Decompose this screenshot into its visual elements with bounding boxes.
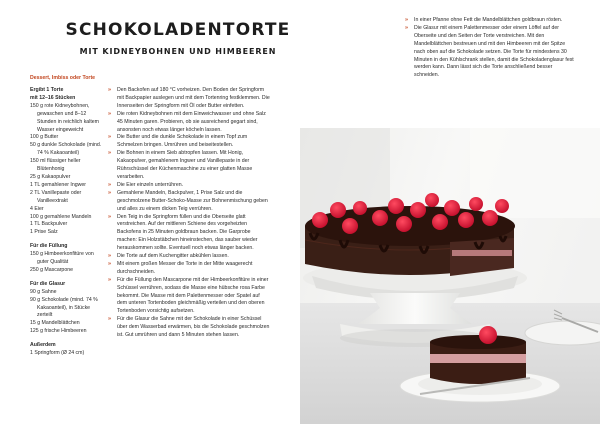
method-step-text: Für die Glasur die Sahne mit der Schokolade in einer Schüssel über dem Wasserbad erwärmen, bis die Schokolade geschmolzen ist. Gut umrühren und dann 5 Minuten stehen lassen.	[117, 316, 270, 339]
method-step-text: Die roten Kidneybohnen mit dem Einweichwasser und ohne Salz 45 Minuten garen. Probieren, ob sie ausreichend gegart sind, ansonsten noch etwas länger köcheln lassen.	[117, 110, 266, 133]
method-step	[108, 190, 270, 214]
method-step-text: In einer Pfanne ohne Fett die Mandelblättchen goldbraun rösten.	[414, 17, 563, 23]
method-step	[405, 17, 577, 25]
method-step	[108, 182, 270, 190]
method-step-text: Mit einem großen Messer die Torte in der Mitte waagerecht durchschneiden.	[117, 260, 253, 275]
ingredient-group-title: Außerdem	[30, 342, 56, 349]
arrow-right-icon: »	[108, 316, 111, 323]
arrow-right-icon: »	[108, 134, 111, 141]
ingredient-item: 100 g Butter	[30, 134, 59, 141]
ingredient-group-title: Für die Glasur	[30, 280, 66, 287]
method-step	[108, 134, 270, 150]
method-step-text: Die Glasur mit einem Palettenmesser oder einem Löffel auf der Oberseite und den Seiten der Torte verstreichen. Mit den Mandelblättchen bestreuen und mit den Himbeeren mit der Spitze nach oben auf die Schokolade setzen. Die Torte für mindestens 30 Minuten in den Kühlschrank stellen, damit die Schokoladenglasur fest werden kann. Dann lässt sich die Torte anschließend besser schneiden.	[414, 24, 574, 79]
method-step-text: Den Backofen auf 180 °C vorheizen. Den Boden der Springform mit Backpapier auslegen und mit dem Tortenring festklemmen. Die Innenseiten der Springform mit Öl oder Butter einfetten.	[117, 87, 270, 109]
ingredient-item: 250 g Mascarpone	[30, 266, 73, 273]
ingredient-item: 1 TL gemahlener Ingwer	[30, 181, 86, 188]
ingredient-item: 15 g Mandelblättchen	[30, 320, 80, 327]
method-steps-right	[405, 17, 577, 80]
arrow-right-icon: »	[108, 150, 111, 157]
ingredient-item: 150 g Himbeerkonfitüre von guter Qualität	[30, 251, 94, 266]
method-step	[108, 277, 270, 317]
arrow-right-icon: »	[405, 17, 408, 23]
recipe-title: SCHOKOLADENTORTE	[65, 20, 291, 40]
method-step	[108, 316, 270, 340]
recipe-category: Dessert, Imbiss oder Torte	[30, 75, 96, 81]
ingredient-item: 90 g Sahne	[30, 288, 57, 295]
recipe-subtitle: MIT KIDNEYBOHNEN UND HIMBEEREN	[79, 47, 277, 56]
method-step-text: Den Teig in die Springform füllen und die Oberseite glatt verstreichen. Auf der mittleren Schiene des vorgeheizten Backofens in 25 Minuten goldbraun backen. Die Garprobe machen: Ein Holzstäbchen hineinstechen, das sauber wieder herauskommen sollte. Eventuell noch etwas länger backen.	[117, 213, 258, 252]
method-step	[108, 214, 270, 254]
cake-photo	[300, 128, 600, 424]
arrow-right-icon: »	[405, 24, 408, 31]
ingredient-item: 1 TL Backpulver	[30, 221, 68, 228]
ingredients-main	[30, 103, 106, 237]
method-step-text: Die Torte auf dem Kuchengitter abkühlen lassen.	[117, 253, 229, 260]
ingredients-groups	[30, 243, 106, 358]
ingredient-item: 125 g frische Himbeeren	[30, 328, 87, 335]
ingredient-item: 1 Springform (Ø 24 cm)	[30, 350, 85, 357]
ingredients-list	[30, 87, 106, 358]
ingredient-item: 150 g rote Kidneybohnen, gewaschen und 8–12 Stunden in reichlich kaltem Wasser eingeweicht	[30, 102, 99, 133]
method-step	[108, 253, 270, 261]
method-step-text: Gemahlene Mandeln, Backpulver, 1 Prise Salz und die geschmolzene Butter-Schoko-Masse zur Bohnenmischung geben und alles zu einem dicken Teig verrühren.	[117, 189, 268, 212]
method-step	[108, 87, 270, 111]
ingredient-item: 25 g Kakaopulver	[30, 173, 71, 180]
ingredient-item: 50 g dunkle Schokolade (mind. 74 % Kakaoanteil)	[30, 142, 102, 157]
method-step	[108, 261, 270, 277]
method-step-text: Die Eier einzeln unterrühren.	[117, 181, 184, 188]
arrow-right-icon: »	[108, 260, 111, 267]
method-step	[108, 150, 270, 182]
ingredient-item: 1 Prise Salz	[30, 229, 58, 236]
arrow-right-icon: »	[108, 213, 111, 220]
method-step	[405, 25, 577, 80]
ingredient-item: 90 g Schokolade (mind. 74 % Kakaoanteil), in Stücke zerteilt	[30, 296, 98, 319]
method-step-text: Die Butter und die dunkle Schokolade in einem Topf zum Schmelzen bringen. Umrühren und beiseitestellen.	[117, 134, 248, 149]
arrow-right-icon: »	[108, 87, 111, 93]
arrow-right-icon: »	[108, 181, 111, 188]
yield-line-2: mit 12–16 Stücken	[30, 94, 76, 101]
arrow-right-icon: »	[108, 253, 111, 260]
method-step-text: Für die Füllung den Mascarpone mit der Himbeerkonfitüre in einer Schüssel verrühren, sodass die Masse eine hübsche rosa Farbe bekommt. Die Masse mit dem Palettenmesser oder Spatel auf dem unteren Tortenboden gleichmäßig verteilen und den oberen Tortenboden vorsichtig aufsetzen.	[117, 276, 269, 315]
arrow-right-icon: »	[108, 189, 111, 196]
method-step-text: Die Bohnen in einem Sieb abtropfen lassen. Mit Honig, Kakaopulver, gemahlenem Ingwer und Vanillepaste in der Rührschüssel der Küchenmaschine zu einer glatten Masse verarbeiten.	[117, 150, 253, 180]
ingredient-item: 4 Eier	[30, 205, 44, 212]
ingredient-item: 100 g gemahlene Mandeln	[30, 213, 92, 220]
method-steps-left	[108, 87, 270, 340]
arrow-right-icon: »	[108, 110, 111, 117]
ingredient-item: 2 TL Vanillepaste oder Vanilleextrakt	[30, 189, 82, 204]
method-step	[108, 111, 270, 135]
ingredient-item: 150 ml flüssiger heller Blütenhonig	[30, 158, 81, 173]
ingredient-group-title: Für die Füllung	[30, 243, 68, 250]
arrow-right-icon: »	[108, 276, 111, 283]
yield-line-1: Ergibt 1 Torte	[30, 87, 64, 93]
